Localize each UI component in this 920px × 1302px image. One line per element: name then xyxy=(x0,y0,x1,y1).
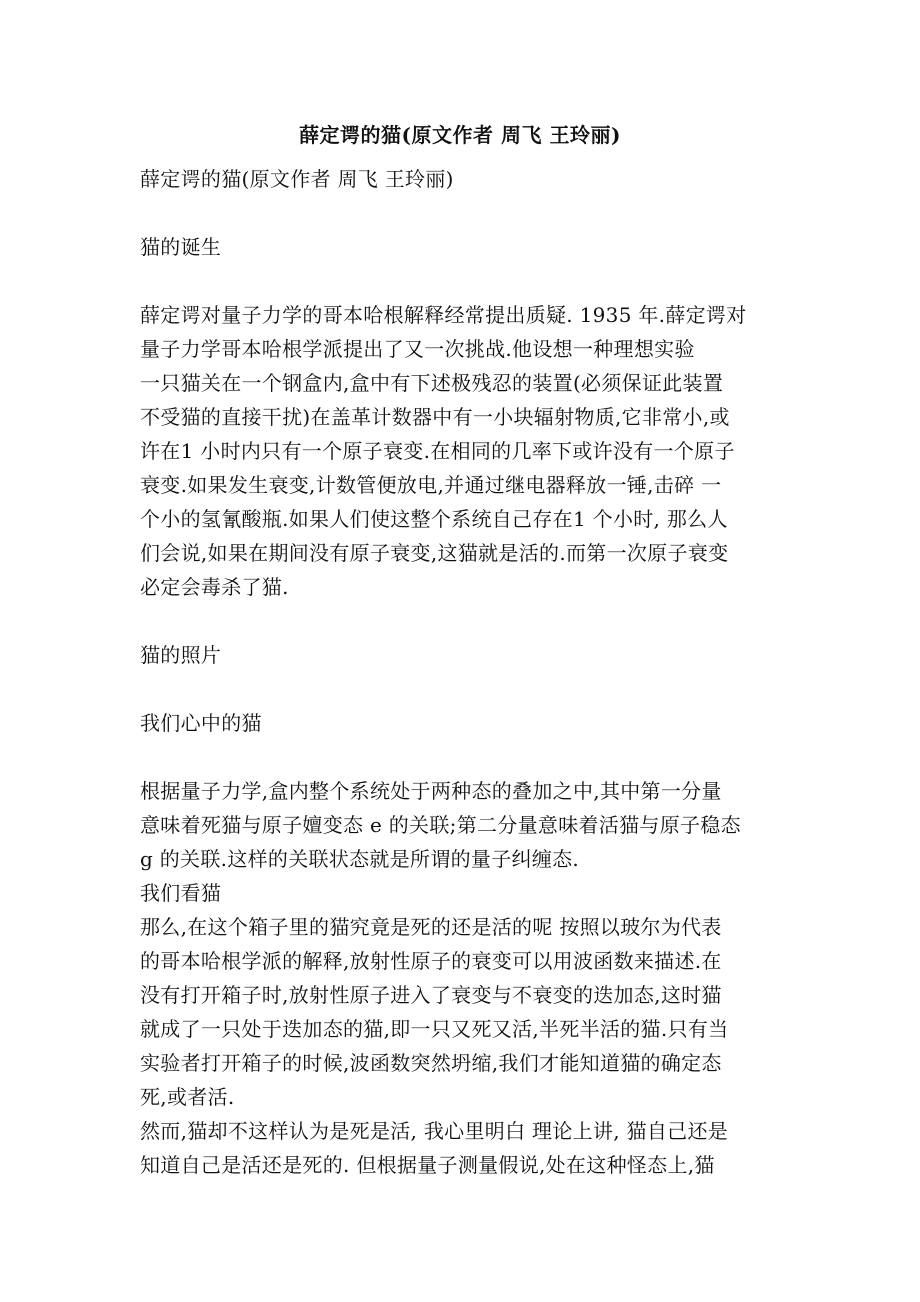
text-line: 实验者打开箱子的时候,波函数突然坍缩,我们才能知道猫的确定态 xyxy=(140,1051,722,1075)
text-line: 那么,在这个箱子里的猫究竟是死的还是活的呢 按照以玻尔为代表 xyxy=(140,915,722,939)
text-line: 衰变.如果发生衰变,计数管便放电,并通过继电器释放一锤,击碎 一 xyxy=(140,473,722,497)
subtitle-line: 薛定谔的猫(原文作者 周飞 王玲丽) xyxy=(140,167,454,191)
document-title: 薛定谔的猫(原文作者 周飞 王玲丽) xyxy=(299,123,621,147)
text-line: 没有打开箱子时,放射性原子进入了衰变与不衰变的迭加态,这时猫 xyxy=(140,983,722,1007)
text-line: 必定会毒杀了猫. xyxy=(140,575,289,599)
text-line: 然而,猫却不这样认为是死是活, 我心里明白 理论上讲, 猫自己还是 xyxy=(140,1119,729,1143)
text-line: 知道自己是活还是死的. 但根据量子测量假说,处在这种怪态上,猫 xyxy=(140,1153,715,1177)
document-body xyxy=(140,162,790,1182)
text-line: 们会说,如果在期间没有原子衰变,这猫就是活的.而第一次原子衰变 xyxy=(140,541,729,565)
paragraph-superposition xyxy=(140,774,790,876)
spacer xyxy=(140,604,790,638)
text-line: 的哥本哈根学派的解释,放射性原子的衰变可以用波函数来描述.在 xyxy=(140,949,722,973)
text-line: 不受猫的直接干扰)在盖革计数器中有一小块辐射物质,它非常小,或 xyxy=(140,405,730,429)
text-line: 一只猫关在一个钢盒内,盒中有下述极残忍的装置(必须保证此装置 xyxy=(140,371,724,395)
paragraph-experiment xyxy=(140,298,790,604)
spacer xyxy=(140,740,790,774)
paragraph-cat-view xyxy=(140,1114,790,1182)
text-line: 根据量子力学,盒内整个系统处于两种态的叠加之中,其中第一分量 xyxy=(140,779,722,803)
text-line: 就成了一只处于迭加态的猫,即一只又死又活,半死半活的猫.只有当 xyxy=(140,1017,729,1041)
section-heading-heart: 我们心中的猫 xyxy=(140,711,262,735)
text-line: 薛定谔对量子力学的哥本哈根解释经常提出质疑. 1935 年.薛定谔对 xyxy=(140,303,747,327)
text-line: 个小的氢氰酸瓶.如果人们使这整个系统自己存在1 个小时, 那么人 xyxy=(140,507,728,531)
text-line: 量子力学哥本哈根学派提出了又一次挑战.他设想一种理想实验 xyxy=(140,337,695,361)
text-line: 死,或者活. xyxy=(140,1085,235,1109)
text-line: 意味着死猫与原子嬗变态 e 的关联;第二分量意味着活猫与原子稳态 xyxy=(140,813,741,837)
text-line: 许在1 小时内只有一个原子衰变.在相同的几率下或许没有一个原子 xyxy=(140,439,735,463)
section-heading-birth: 猫的诞生 xyxy=(140,235,222,259)
spacer xyxy=(140,196,790,230)
section-heading-see: 我们看猫 xyxy=(140,881,222,905)
spacer xyxy=(140,672,790,706)
paragraph-copenhagen xyxy=(140,910,790,1114)
spacer xyxy=(140,264,790,298)
text-line: g 的关联.这样的关联状态就是所谓的量子纠缠态. xyxy=(140,847,580,871)
section-heading-photo: 猫的照片 xyxy=(140,643,222,667)
